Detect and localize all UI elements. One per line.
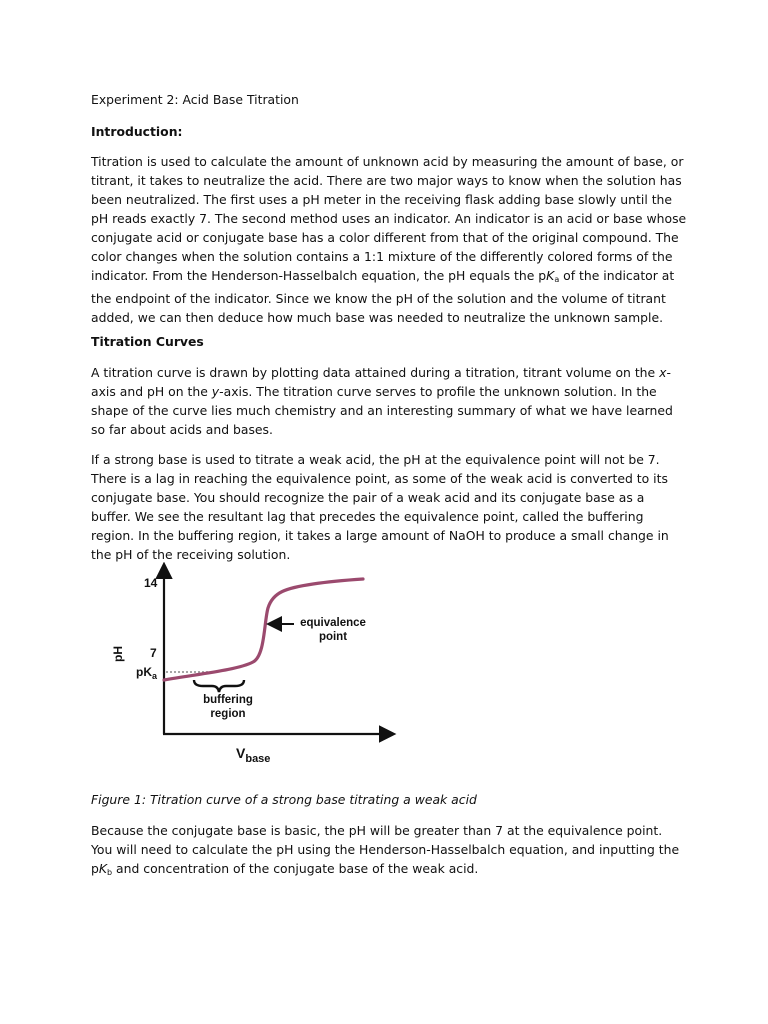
tick-label-pka (136, 665, 158, 681)
pka-subscript: a (554, 275, 560, 284)
pka-sub: a (152, 671, 158, 681)
titration-curve-diagram (108, 562, 398, 776)
tick-label-14: 14 (144, 576, 158, 590)
pk-symbol: K (546, 268, 555, 283)
titration-curves-heading: Titration Curves (91, 334, 204, 349)
titration-curve-figure (108, 562, 398, 776)
pka-main: pK (136, 665, 152, 679)
pkb-subscript: b (107, 868, 113, 877)
document-title: Experiment 2: Acid Base Titration (91, 92, 299, 107)
intro-text-1: Titration is used to calculate the amount of unknown acid by measuring the amount of base, or titrant, it takes to neutralize the acid. There are two major ways to know when the solution has been neutralized. The first uses a pH meter in the receiving flask adding base slowly until the pH reads exactly 7. The second method uses an indicator. An indicator is an acid or base whose conjugate acid or conjugate base has a color different from that of the original compound. The color changes when the solution contains a 1:1 mixture of the differently colored forms of the indicator. From the Henderson-Hasselbalch equation, the pH equals the p (91, 154, 687, 283)
x-axis-italic: x (659, 365, 667, 380)
titration-curve (164, 579, 363, 680)
intro-text-2: of the indicator at the endpoint of the indicator. Since we know the pH of the solution and the volume of titrant added, we can then deduce how much base was needed to neutralize the unknown sample. (91, 268, 675, 325)
curves-text-3: -axis. The titration curve serves to profile the unknown solution. In the shape of the curve lies much chemistry and an interesting summary of what we have learned so far about acids and bases. (91, 384, 673, 437)
equivalence-label-line2: point (318, 631, 348, 643)
titration-curves-paragraph-1 (91, 363, 687, 439)
titration-curves-paragraph-2: If a strong base is used to titrate a weak acid, the pH at the equivalence point will not be 7. There is a lag in reaching the equivalence point, as some of the weak acid is converted to its conjugate base. You should recognize the pair of a weak acid and its conjugate base as a buffer. We see the resultant lag that precedes the equivalence point, called the buffering region. In the buffering region, it takes a large amount of NaOH to produce a small change in the pH of the receiving solution. (91, 452, 669, 562)
equivalence-label-line1: equivalence (300, 617, 366, 629)
y-axis-italic: y (211, 384, 220, 399)
after-text-2: and concentration of the conjugate base of the weak acid. (112, 861, 479, 876)
introduction-heading: Introduction: (91, 124, 183, 139)
tick-label-7: 7 (150, 646, 157, 660)
curves-text-1: A titration curve is drawn by plotting data attained during a titration, titrant volume on the (91, 365, 660, 380)
figure-caption: Figure 1: Titration curve of a strong base titrating a weak acid (91, 792, 477, 807)
pkb-symbol: K (98, 861, 108, 876)
after-text-1: Because the conjugate base is basic, the pH will be greater than 7 at the equivalence point. You will need to calculate the pH using the Henderson-Hasselbalch equation, and inputting the p (91, 823, 680, 876)
y-axis-label: pH (111, 646, 125, 662)
buffering-brace (194, 680, 244, 692)
buffering-label-line1: buffering (203, 694, 253, 706)
x-axis-label (236, 745, 270, 765)
x-axis-sub: base (245, 753, 271, 765)
introduction-paragraph (91, 152, 687, 327)
buffering-label-line2: region (210, 708, 246, 720)
after-figure-paragraph (91, 821, 687, 882)
curves-text-2: -axis and pH on the (91, 365, 671, 399)
x-axis-main: V (236, 745, 246, 761)
